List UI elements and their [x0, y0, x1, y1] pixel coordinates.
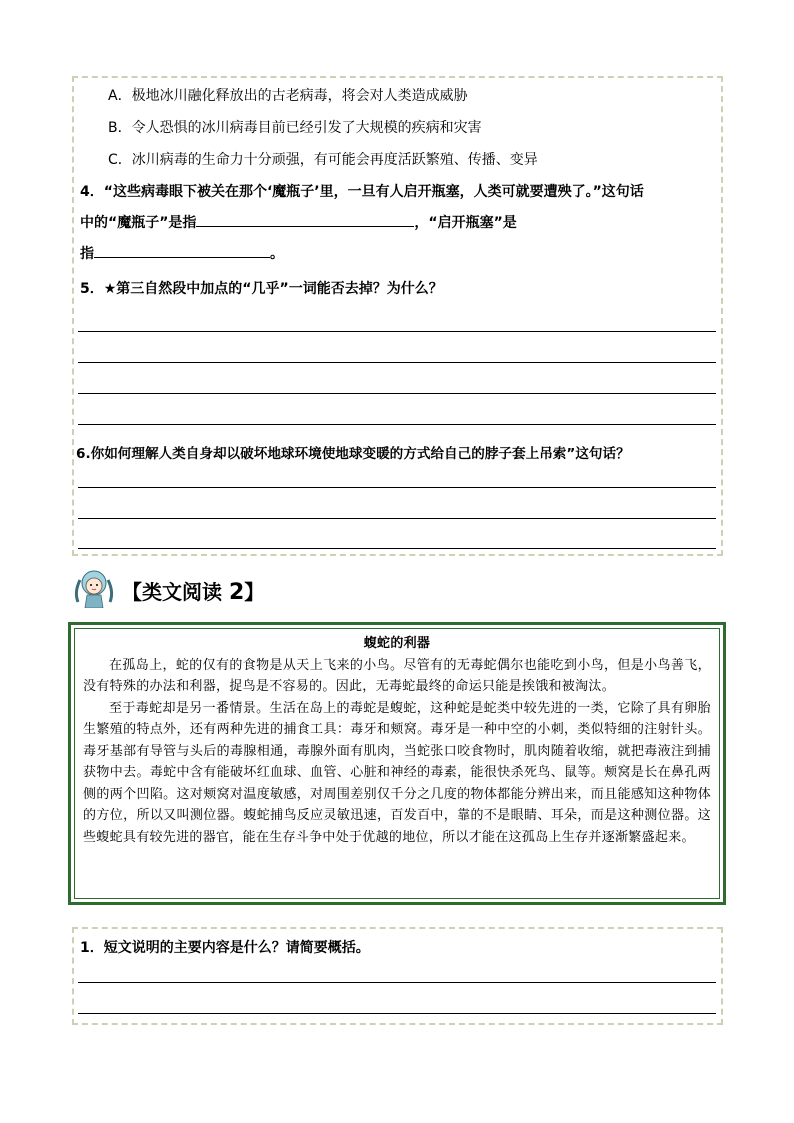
- q-summary-text: 1．短文说明的主要内容是什么？请简要概括。: [80, 940, 370, 956]
- q4-line1: 4．“这些病毒眼下被关在那个‘魔瓶子’里，一旦有人启开瓶塞，人类可就要遭殃了。”这句话: [80, 184, 644, 200]
- question-box-1: [72, 76, 723, 556]
- q4-blank-1[interactable]: [196, 211, 414, 227]
- answer-line[interactable]: [78, 518, 716, 519]
- section-heading: 【类文阅读 2】: [122, 580, 265, 605]
- passage-title: 蝮蛇的利器: [363, 636, 431, 651]
- q4-blank-2[interactable]: [94, 242, 270, 258]
- answer-line[interactable]: [78, 487, 716, 488]
- section-number: 2: [228, 580, 245, 605]
- passage-paragraph-1: 在孤岛上，蛇的仅有的食物是从天上飞来的小鸟。尽管有的无毒蛇偶尔也能吃到小鸟，但是小鸟善飞，没有特殊的办法和利器，捉鸟是不容易的。因此，无毒蛇最终的命运只能是挨饿和被淘汰。: [83, 657, 711, 694]
- q4-line3-prefix: 指: [80, 246, 94, 262]
- answer-line[interactable]: [78, 1013, 716, 1014]
- answer-line[interactable]: [78, 362, 716, 363]
- option-b: B．令人恐惧的冰川病毒目前已经引发了大规模的疾病和灾害: [108, 120, 482, 136]
- q4-line2: [80, 211, 517, 232]
- option-c: C．冰川病毒的生命力十分顽强，有可能会再度活跃繁殖、传播、变异: [108, 152, 538, 168]
- q4-line3-suffix: 。: [270, 246, 284, 262]
- answer-line[interactable]: [78, 548, 716, 549]
- q6-text: 6.你如何理解人类自身却以破坏地球环境使地球变暖的方式给自己的脖子套上吊索”这句话？: [76, 446, 630, 462]
- q4-line2-mid: ，“启开瓶塞”是: [414, 215, 517, 231]
- passage-paragraph-2: 至于毒蛇却是另一番情景。生活在岛上的毒蛇是蝮蛇，这种蛇是蛇类中较先进的一类，它除了具有卵胎生繁殖的特点外，还有两种先进的捕食工具：毒牙和颊窝。毒牙是一种中空的小刺，类似特细的注射针头。毒牙基部有导管与头后的毒腺相通，毒腺外面有肌肉，当蛇张口咬食物时，肌肉随着收缩，就把毒液注到捕获物中去。毒蛇中含有能破坏红血球、血管、心脏和神经的毒素，能很快杀死鸟、鼠等。颊窝是长在鼻孔两侧的两个凹陷。这对颊窝对温度敏感，对周围差别仅千分之几度的物体都能分辨出来，而且能感知这种物体的方位，所以又叫测位器。蝮蛇捕鸟反应灵敏迅速，百发百中，靠的不是眼睛、耳朵，而是这种测位器。这些蝮蛇具有较先进的器官，能在生存斗争中处于优越的地位，所以才能在这孤岛上生存并逐渐繁盛起来。: [83, 700, 711, 845]
- answer-line[interactable]: [78, 982, 716, 983]
- q4-line3: [80, 242, 284, 263]
- answer-line[interactable]: [78, 424, 716, 425]
- q4-line2-prefix: 中的“魔瓶子”是指: [80, 215, 197, 231]
- q5-text: 5．★第三自然段中加点的“几乎”一词能否去掉？为什么？: [80, 281, 443, 297]
- answer-line[interactable]: [78, 331, 716, 332]
- girl-avatar-icon: [70, 568, 118, 608]
- option-a: A．极地冰川融化释放出的古老病毒，将会对人类造成威胁: [108, 88, 468, 104]
- reading-passage-box: [68, 622, 726, 905]
- answer-line[interactable]: [78, 393, 716, 394]
